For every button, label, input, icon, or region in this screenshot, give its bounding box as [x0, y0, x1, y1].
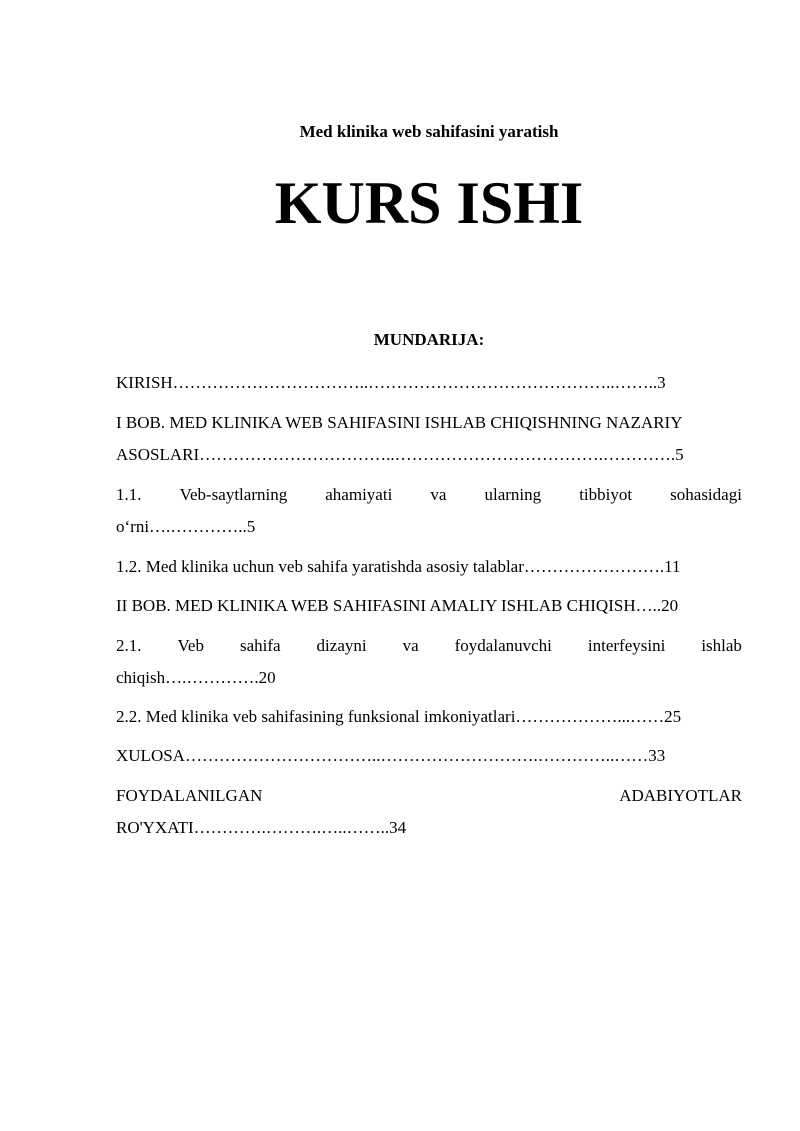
toc-word: tibbiyot — [579, 485, 633, 504]
toc-entry-kirish[interactable] — [116, 373, 742, 393]
toc-entry-section-1-2[interactable] — [116, 557, 742, 577]
toc-entry-chapter-2[interactable] — [116, 596, 742, 616]
toc-word: interfeysini — [587, 636, 666, 655]
toc-entry-xulosa[interactable] — [116, 746, 742, 766]
toc-heading: MUNDARIJA: — [373, 330, 485, 349]
toc-word: sahifa — [239, 636, 281, 655]
toc-entry-text: 1.2. Med klinika uchun veb sahifa yaratishda asosiy talablar…………………….11 — [116, 557, 681, 576]
toc-entry-line-2: chiqish….………….20 — [116, 668, 276, 687]
toc-entry-section-2-2[interactable] — [116, 707, 742, 727]
toc-word: Veb — [177, 636, 204, 655]
toc-word: 2.1. — [116, 636, 142, 655]
document-subtitle: Med klinika web sahifasini yaratish — [299, 122, 559, 141]
toc-word: foydalanuvchi — [454, 636, 552, 655]
toc-entry-text: 2.2. Med klinika veb sahifasining funksional imkoniyatlari………………...……25 — [116, 707, 682, 726]
toc-entry-references[interactable] — [116, 786, 742, 838]
toc-entry-chapter-1[interactable] — [116, 413, 742, 465]
toc-word: va — [430, 485, 447, 504]
toc-entry-text: XULOSA……………………………..……………………….…………..……33 — [116, 746, 666, 765]
toc-word: FOYDALANILGAN — [116, 786, 263, 805]
toc-entry-line-2: ASOSLARI……………………………..……………………………….………….5 — [116, 445, 684, 464]
toc-entry-line-1 — [116, 485, 742, 505]
toc-entry-text: KIRISH……………………………..……………………………………..……..3 — [116, 373, 666, 392]
toc-word: ularning — [484, 485, 542, 504]
toc-entry-line-1 — [116, 786, 742, 806]
document-title: KURS ISHI — [274, 170, 584, 236]
toc-word: ahamiyati — [325, 485, 393, 504]
toc-entry-line-2: RO'YXATI………….……….…..……..34 — [116, 818, 407, 837]
toc-entry-text: II BOB. MED KLINIKA WEB SAHIFASINI AMALIY ISHLAB CHIQISH…..20 — [116, 596, 679, 615]
toc-word: dizayni — [316, 636, 367, 655]
toc-word: va — [402, 636, 419, 655]
toc-word: ishlab — [701, 636, 742, 655]
toc-word: ADABIYOTLAR — [619, 786, 742, 805]
toc-entry-line-2: o‘rni….…………..5 — [116, 517, 256, 536]
toc-entry-section-1-1[interactable] — [116, 485, 742, 537]
toc-word: sohasidagi — [670, 485, 742, 504]
toc-entry-section-2-1[interactable] — [116, 636, 742, 688]
toc-word: Veb-saytlarning — [179, 485, 288, 504]
toc-word: 1.1. — [116, 485, 142, 504]
toc-entry-line-1 — [116, 636, 742, 656]
toc-entry-line-1: I BOB. MED KLINIKA WEB SAHIFASINI ISHLAB CHIQISHNING NAZARIY — [116, 413, 683, 432]
